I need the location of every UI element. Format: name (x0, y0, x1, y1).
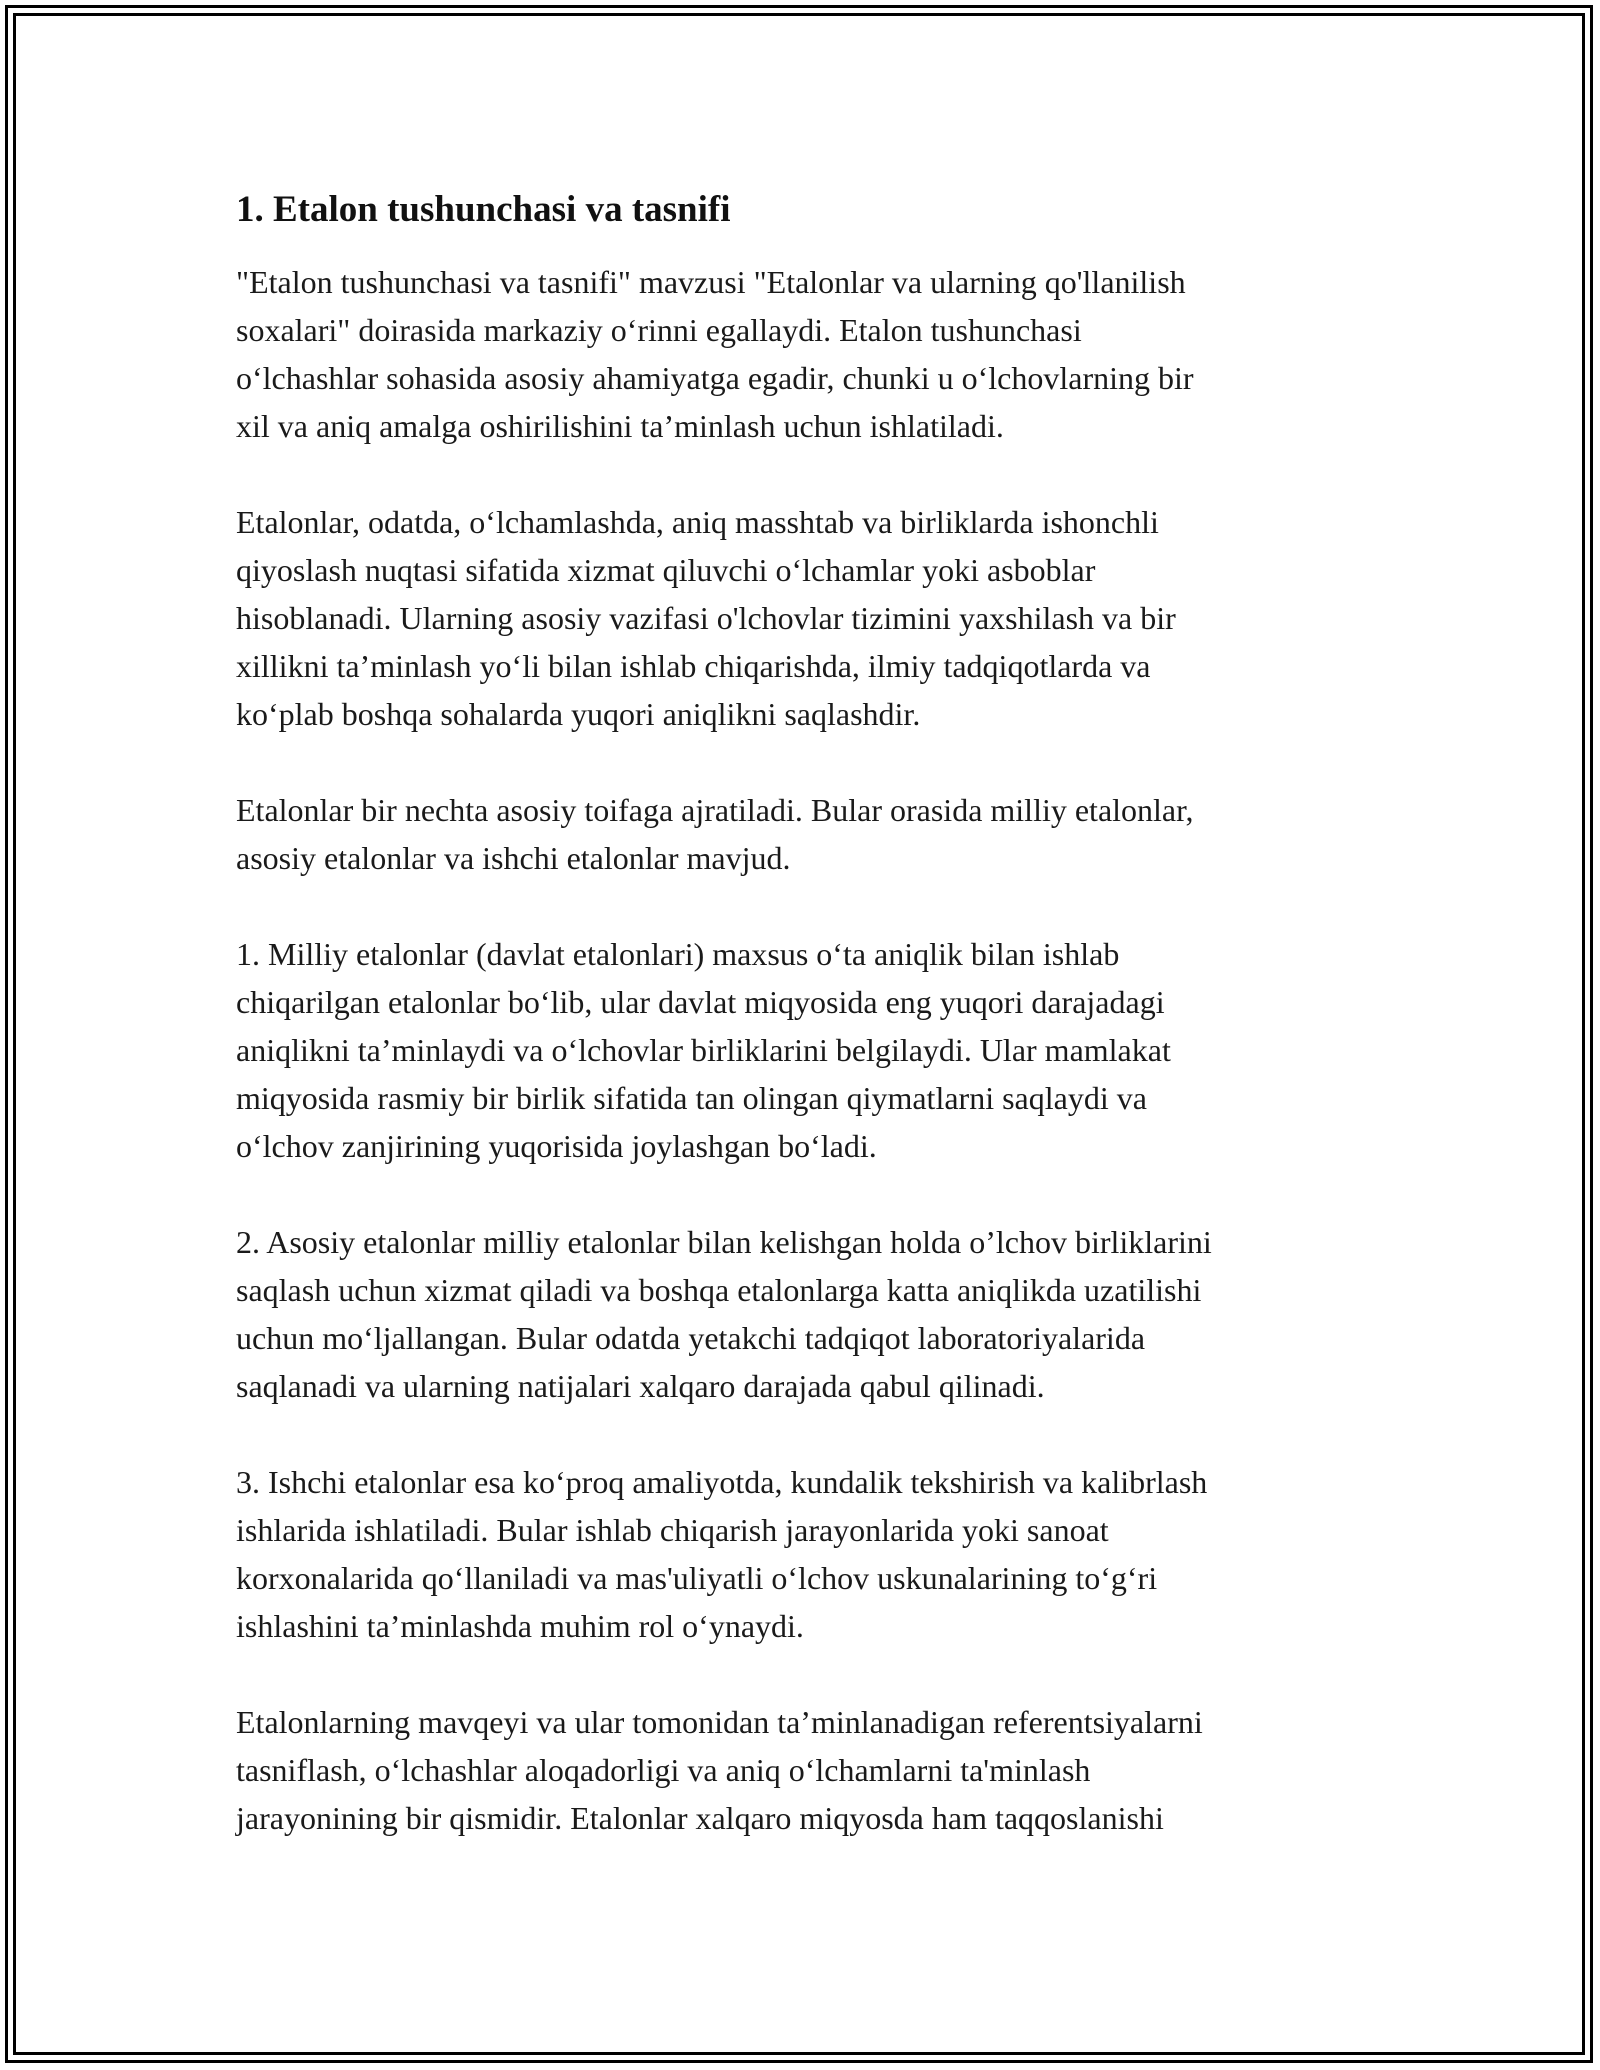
paragraph-categories: Etalonlar bir nechta asosiy toifaga ajratiladi. Bular orasida milliy etalonlar, asosiy etalonlar va ishchi etalonlar mavjud. (236, 792, 1194, 876)
paragraph-primary-standards: 2. Asosiy etalonlar milliy etalonlar bilan kelishgan holda o’lchov birliklarini saqlash uchun xizmat qiladi va boshqa etalonlarga katta aniqlikda uzatilishi uchun moʻljallangan. Bular odatda yetakchi tadqiqot laboratoriyalarida saqlanadi va ularning natijalari xalqaro darajada qabul qilinadi. (236, 1224, 1212, 1404)
document-body (236, 186, 1376, 1842)
section-heading: 1. Etalon tushunchasi va tasnifi (236, 189, 731, 230)
paragraph-intro: "Etalon tushunchasi va tasnifi" mavzusi "Etalonlar va ularning qo'llanilish soxalari" doirasida markaziy oʻrinni egallaydi. Etalon tushunchasi oʻlchashlar sohasida asosiy ahamiyatga egadir, chunki u oʻlchovlarning bir xil va aniq amalga oshirilishini taʼminlash uchun ishlatiladi. (236, 264, 1194, 444)
paragraph-definition: Etalonlar, odatda, oʻlchamlashda, aniq masshtab va birliklarda ishonchli qiyoslash nuqtasi sifatida xizmat qiluvchi oʻlchamlar yoki asboblar hisoblanadi. Ularning asosiy vazifasi o'lchovlar tizimini yaxshilash va bir xillikni taʼminlash yoʻli bilan ishlab chiqarishda, ilmiy tadqiqotlarda va koʻplab boshqa sohalarda yuqori aniqlikni saqlashdir. (236, 504, 1176, 732)
paragraph-national-standards: 1. Milliy etalonlar (davlat etalonlari) maxsus oʻta aniqlik bilan ishlab chiqarilgan etalonlar boʻlib, ular davlat miqyosida eng yuqori darajadagi aniqlikni taʼminlaydi va oʻlchovlar birliklarini belgilaydi. Ular mamlakat miqyosida rasmiy bir birlik sifatida tan olingan qiymatlarni saqlaydi va oʻlchov zanjirining yuqorisida joylashgan boʻladi. (236, 936, 1171, 1164)
paragraph-conclusion: Etalonlarning mavqeyi va ular tomonidan taʼminlanadigan referentsiyalarni tasniflash, oʻlchashlar aloqadorligi va aniq oʻlchamlarni ta'minlash jarayonining bir qismidir. Etalonlar xalqaro miqyosda ham taqqoslanishi (236, 1704, 1203, 1836)
paragraph-working-standards: 3. Ishchi etalonlar esa koʻproq amaliyotda, kundalik tekshirish va kalibrlash ishlarida ishlatiladi. Bular ishlab chiqarish jarayonlarida yoki sanoat korxonalarida qoʻllaniladi va mas'uliyatli oʻlchov uskunalarining toʻgʻri ishlashini taʼminlashda muhim rol oʻynaydi. (236, 1464, 1208, 1644)
